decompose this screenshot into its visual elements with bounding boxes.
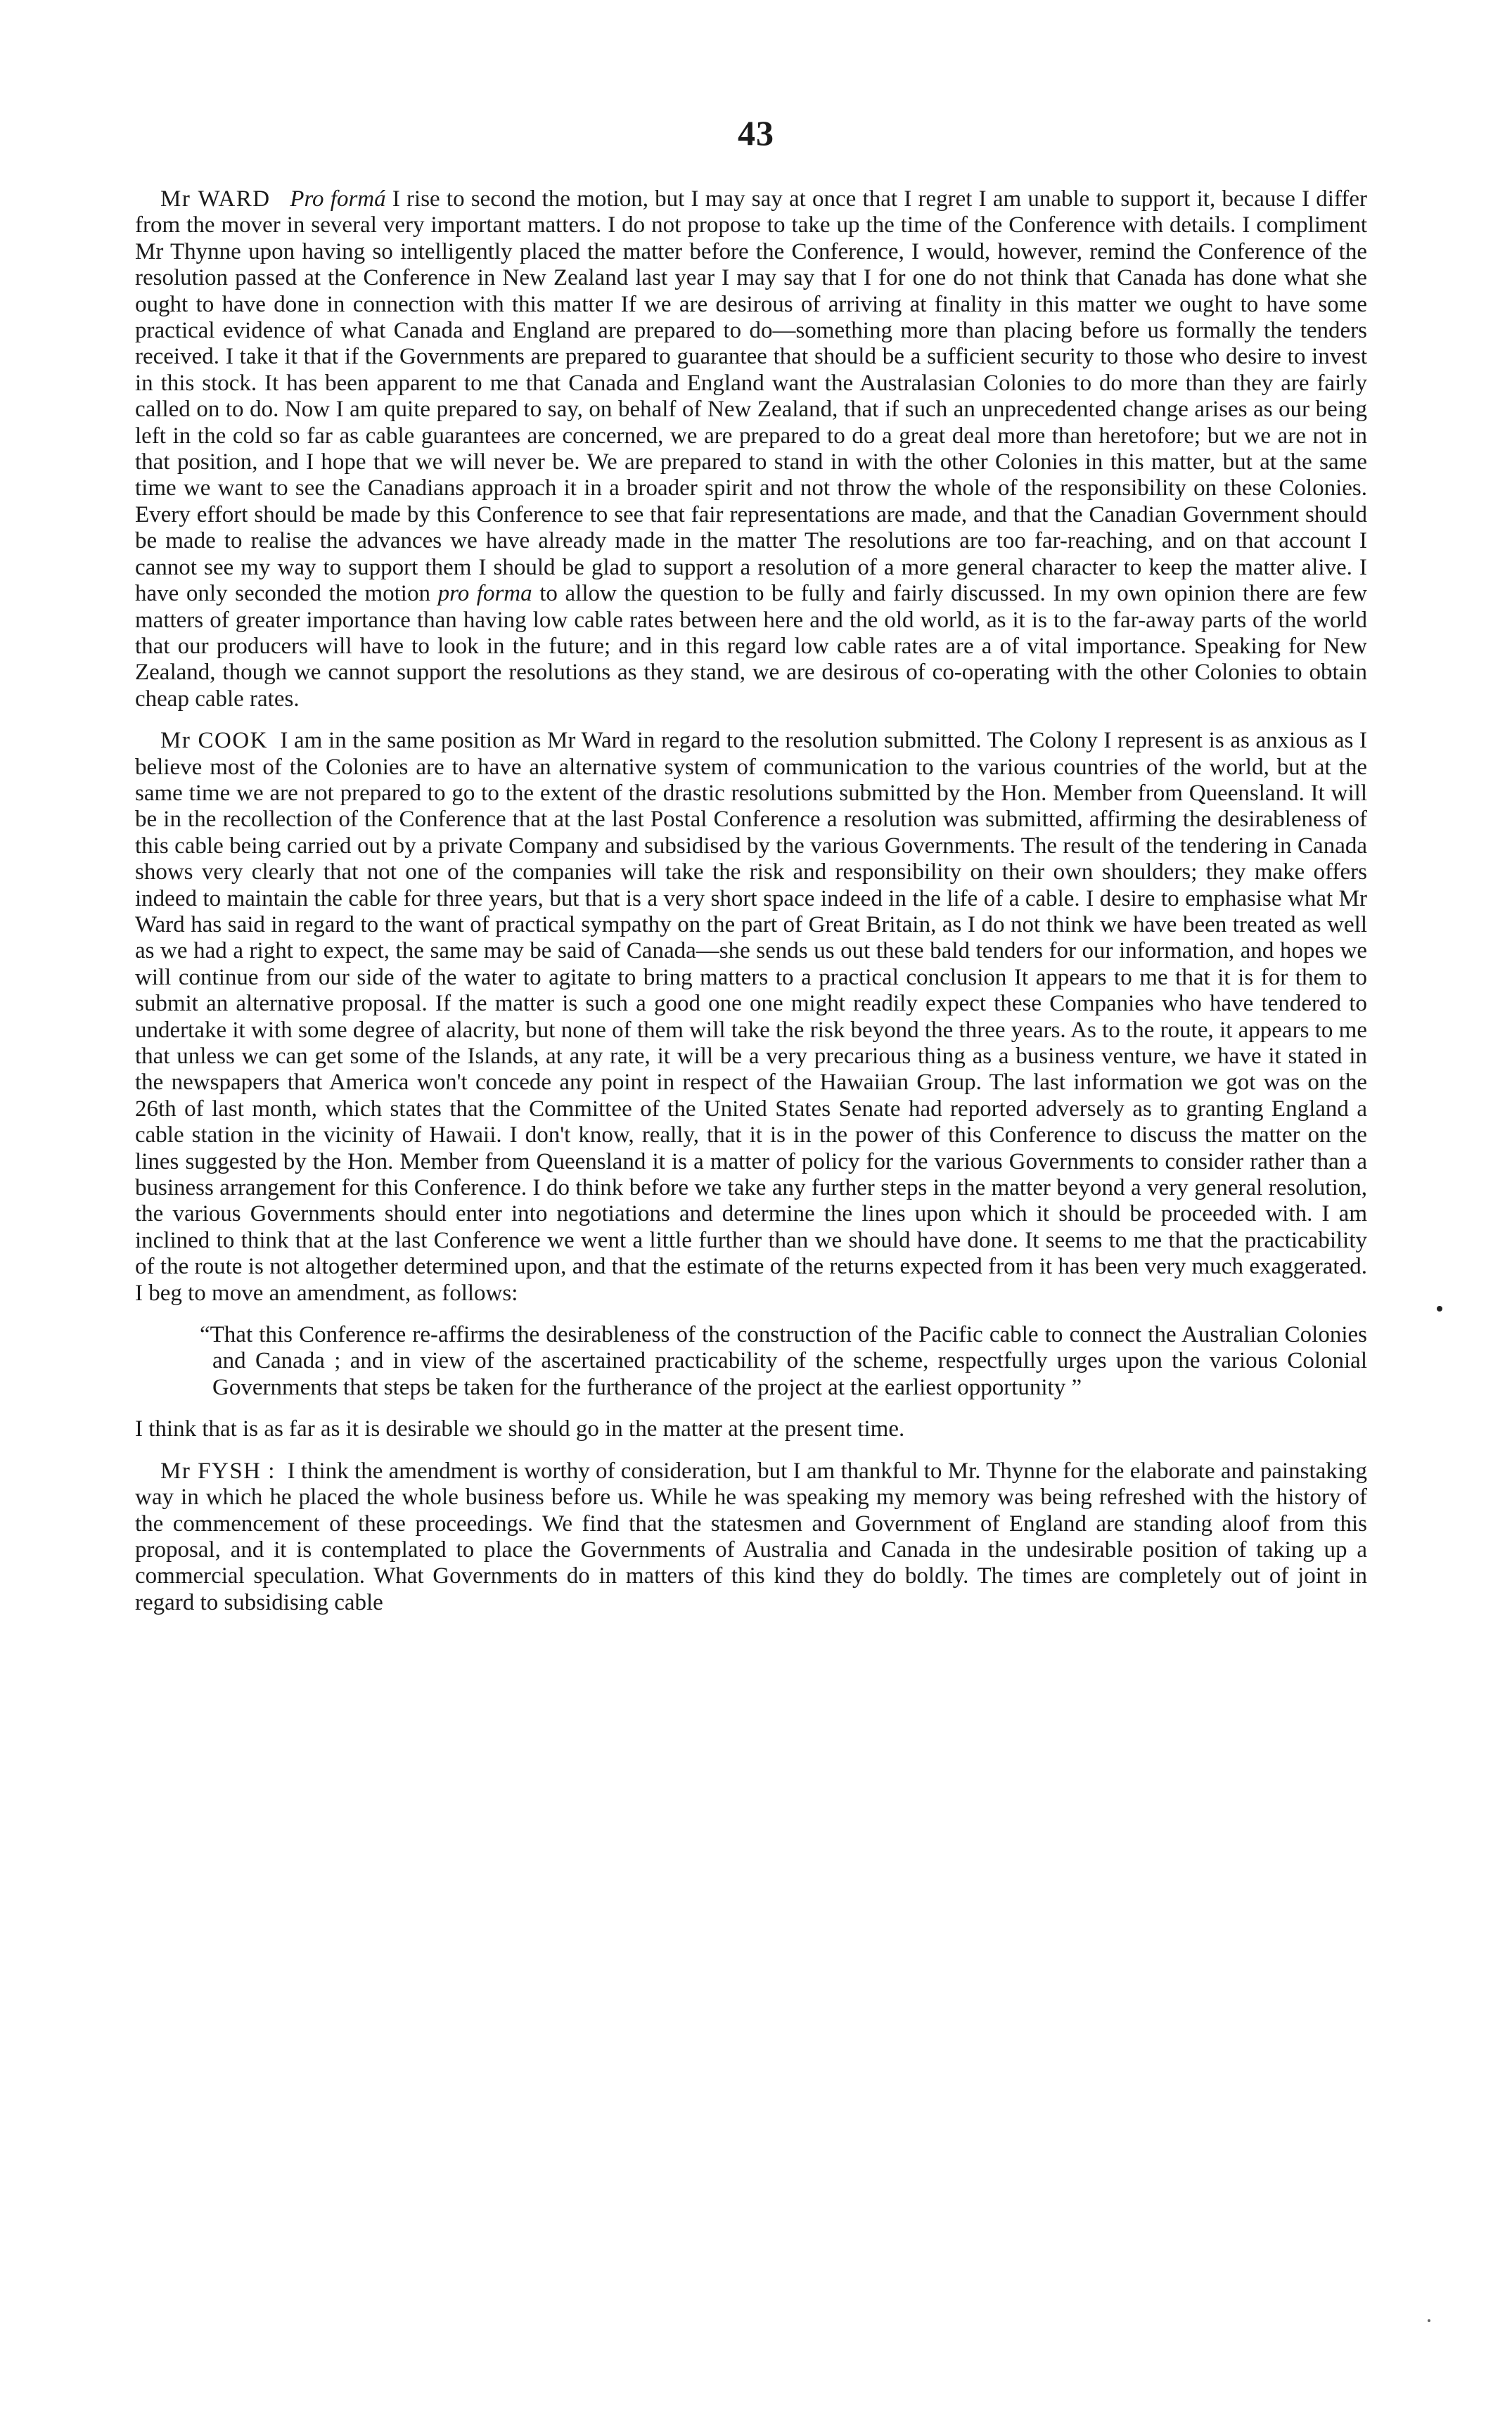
paragraph-text: I am in the same position as Mr Ward in regard to the resolution submitted. The Colony I represent is as anxious as I believe most of the Colonies are to have an alternative system of communication to the various countries of the world, but at the same time we are not prepared to go to the extent of the drastic resolutions submitted by the Hon. Member from Queensland. It will be in the recollection of the Conference that at the last Postal Conference a resolution was submitted, affirming the desirableness of this cable being carried out by a private Company and subsidised by the various Governments. The result of the tendering in Canada shows very clearly that not one of the companies will take the risk and responsibility on their own shoulders; they make offers indeed to maintain the cable for three years, but that is a very short space indeed in the life of a cable. I desire to emphasise what Mr Ward has said in regard to the want of practical sympathy on the part of Great Britain, as I do not think we have been treated as well as we had a right to expect, the same may be said of Canada—she sends us out these bald tenders for our information, and hopes we will continue from our side of the water to agitate to bring matters to a practical conclusion It appears to me that it is for them to submit an alternative proposal. If the matter is such a good one one might readily expect these Companies who have tendered to undertake it with some degree of alacrity, but none of them will take the risk beyond the three years. As to the route, it appears to me that unless we can get some of the Islands, at any rate, it will be a very precarious thing as a business venture, we have it stated in the newspapers that America won't concede any point in respect of the Hawaiian Group. The last information we got was on the 26th of last month, which states that the Committee of the United States Senate had reported adversely as to granting England a cable station in the vicinity of Hawaii. I don't know, really, that it is in the power of this Conference to discuss the matter on the lines suggested by the Hon. Member from Queensland it is a matter of policy for the various Governments to consider rather than a business arrangement for this Conference. I do think before we take any further steps in the matter beyond a very general resolution, the various Governments should enter into negotiations and determine the lines upon which it should be proceeded with. I am inclined to think that at the last Conference we went a little further than we should have done. It seems to me that the practicability of the route is not altogether determined upon, and that the estimate of the returns expected from it has been very much exaggerated. I beg to move an amendment, as follows: [135, 728, 1367, 1306]
paragraph-ward [135, 186, 1367, 712]
ink-mark [1437, 1306, 1442, 1312]
paragraph-text: I think the amendment is worthy of consideration, but I am thankful to Mr. Thynne for the elaborate and painstaking way in which he placed the whole business before us. While he was speaking my memory was being refreshed with the history of the commencement of these proceedings. We find that the statesmen and Government of England are standing aloof from this proposal, and it is contemplated to place the Governments of Australia and Canada in the undesirable position of taking up a commercial speculation. What Governments do in matters of this kind they do boldly. The times are completely out of joint in regard to subsidising cable [135, 1458, 1368, 1615]
italic-phrase: Pro formá [290, 186, 386, 212]
speaker-name: Mr WARD [160, 186, 271, 212]
document-body [135, 186, 1367, 1631]
paragraph-text: I rise to second the motion, but I may say at once that I regret I am unable to support it, because I differ from the mover in several very important matters. I do not propose to take up the time of the Conference with details. I compliment Mr Thynne upon having so intelligently placed the matter before the Conference, I would, however, remind the Conference of the resolution passed at the Conference in New Zealand last year I may say that I for one do not think that Canada has done what she ought to have done in connection with this matter If we are desirous of arriving at finality in this matter we ought to have some practical evidence of what Canada and England are prepared to do—something more than placing before us formally the tenders received. I take it that if the Governments are prepared to guarantee that should be a sufficient security to those who desire to invest in this stock. It has been apparent to me that Canada and England want the Australasian Colonies to do more than they are fairly called on to do. Now I am quite prepared to say, on behalf of New Zealand, that if such an unprecedented change arises as our being left in the cold so far as cable guarantees are concerned, we are prepared to do a great deal more than heretofore; but we are not in that position, and I hope that we will never be. We are prepared to stand in with the other Colonies in this matter, but at the same time we want to see the Canadians approach it in a broader spirit and not throw the whole of the responsibility on these Colonies. Every effort should be made by this Conference to see that fair representations are made, and that the Canadian Government should be made to realise the advances we have already made in the matter The resolutions are too far-reaching, and on that account I cannot see my way to support them I should be glad to support a resolution of a more general character to keep the matter alive. I have only seconded the motion [135, 186, 1367, 607]
speaker-name: Mr COOK [160, 728, 269, 754]
paragraph-after-quote: I think that is as far as it is desirable we should go in the matter at the present time. [135, 1416, 905, 1442]
speaker-name: Mr FYSH : [160, 1458, 276, 1484]
paragraph-cook [135, 728, 1367, 1307]
page-number: 43 [738, 113, 774, 153]
amendment-quote: “That this Conference re-affirms the desirableness of the construction of the Pacific cable to connect the Australian Colonies and Canada ; and in view of the ascertained practicability of the scheme, respectfully urges upon the various Colonial Governments that steps be taken for the furtherance of the project at the earliest opportunity ” [200, 1322, 1367, 1400]
paragraph-text: to allow the question to be fully and fairly discussed. In my own opinion there are few matters of greater importance than having low cable rates between here and the old world, as it is to the far-away parts of the world that our producers will have to look in the future; and in this regard low cable rates are a of vital importance. Speaking for New Zealand, though we cannot support the resolutions as they stand, we are desirous of co-operating with the other Colonies to obtain cheap cable rates. [135, 581, 1367, 712]
italic-phrase: pro forma [437, 581, 532, 607]
ink-mark [1428, 2319, 1430, 2322]
paragraph-fysh [135, 1458, 1367, 1616]
